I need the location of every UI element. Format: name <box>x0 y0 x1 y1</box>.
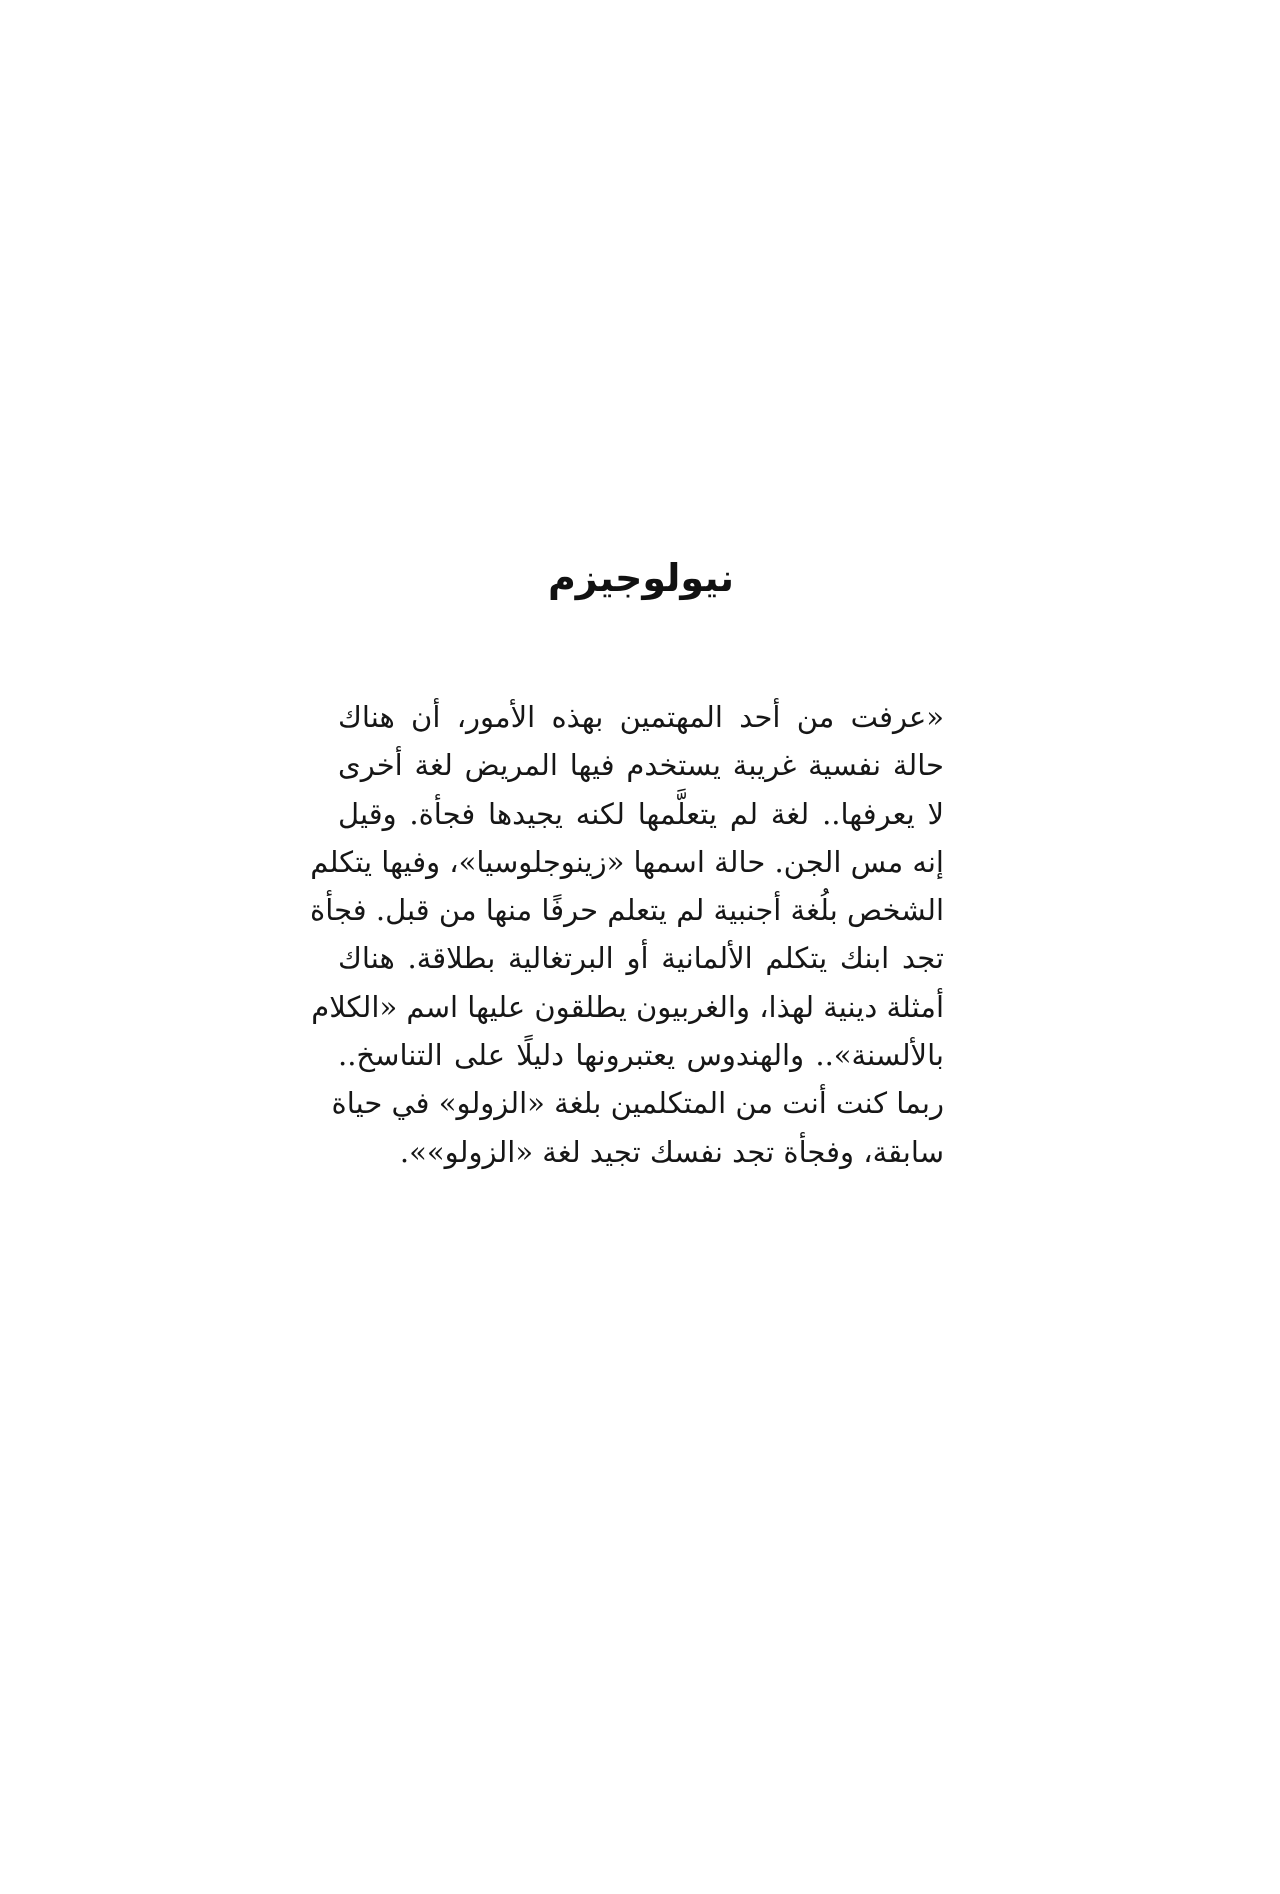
paragraph-line: لا يعرفها.. لغة لم يتعلَّمها لكنه يجيدها فجأة. وقيل <box>338 796 944 831</box>
paragraph-line: «عرفت من أحد المهتمين بهذه الأمور، أن هناك <box>338 700 944 734</box>
paragraph-line: بالألسنة».. والهندوس يعتبرونها دليلًا على التناسخ.. <box>338 1038 944 1073</box>
paragraph-line: ربما كنت أنت من المتكلمين بلغة «الزولو» في حياة <box>331 1086 944 1121</box>
paragraph-line: حالة نفسية غريبة يستخدم فيها المريض لغة أخرى <box>338 748 944 783</box>
paragraph-line: أمثلة دينية لهذا، والغربيون يطلقون عليها اسم «الكلام <box>311 989 944 1024</box>
paragraph-line: تجد ابنك يتكلم الألمانية أو البرتغالية بطلاقة. هناك <box>338 941 944 976</box>
body-paragraph <box>310 693 944 1176</box>
chapter-title: نيولوجيزم <box>547 556 735 600</box>
paragraph-line-last: سابقة، وفجأة تجد نفسك تجيد لغة «الزولو»». <box>399 1134 944 1169</box>
paragraph-line: إنه مس الجن. حالة اسمها «زينوجلوسيا»، وفيها يتكلم <box>310 844 944 879</box>
paragraph-line: الشخص بلُغة أجنبية لم يتعلم حرفًا منها من قبل. فجأة <box>310 893 944 928</box>
